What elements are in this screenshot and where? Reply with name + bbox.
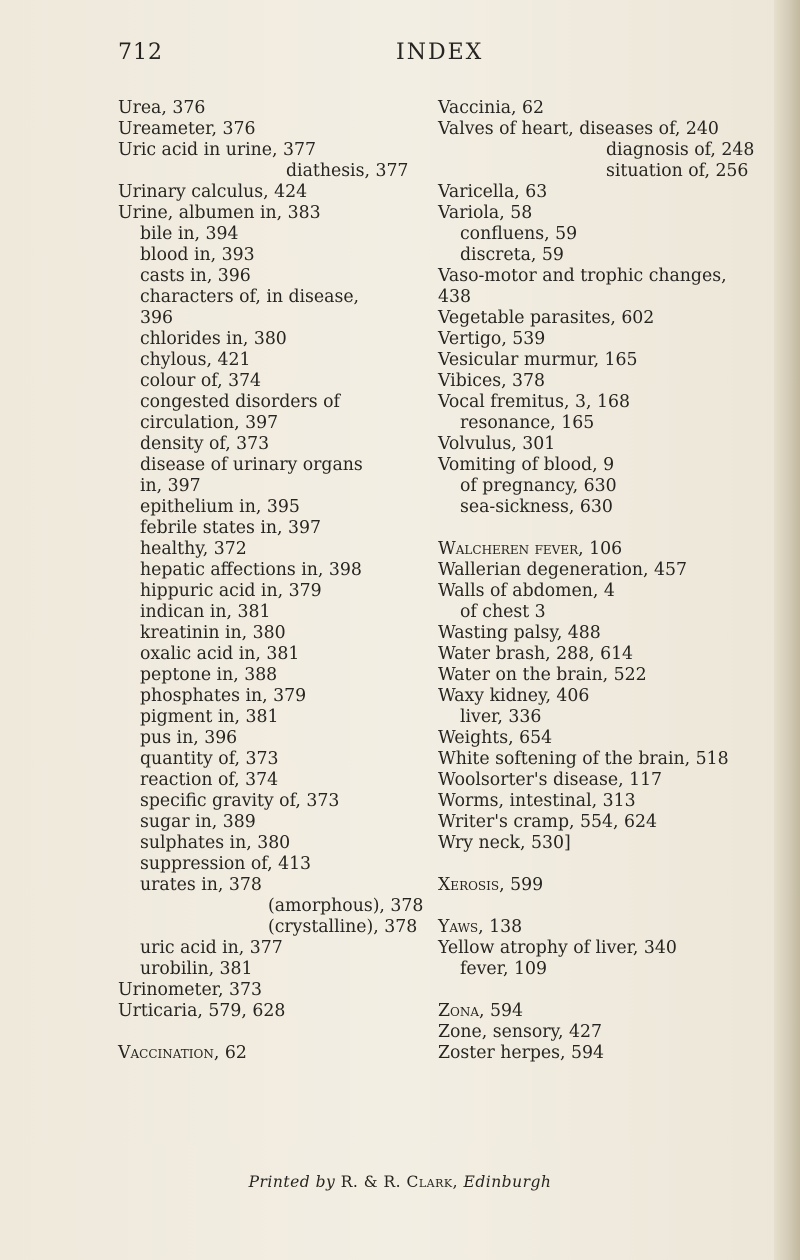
index-entry: Woolsorter's disease, 117 (438, 770, 663, 790)
index-entry: Vaccinia, 62 (438, 98, 545, 118)
index-entry: Wallerian degeneration, 457 (438, 560, 688, 580)
index-subentry: kreatinin in, 380 (140, 623, 286, 643)
imprint-printed-by: Printed by (248, 1173, 336, 1191)
index-entry: Yaws, 138 (438, 917, 523, 937)
index-subentry: indican in, 381 (140, 602, 271, 622)
section-gap (438, 854, 778, 875)
index-entry: Zone, sensory, 427 (438, 1022, 602, 1042)
index-entry: Vaccination, 62 (118, 1043, 247, 1063)
index-entry: Weights, 654 (438, 728, 553, 748)
index-subentry: peptone in, 388 (140, 665, 278, 685)
index-entry: Yellow atrophy of liver, 340 (438, 938, 677, 958)
index-subentry: hepatic affections in, 398 (140, 560, 362, 580)
index-subentry: fever, 109 (460, 959, 547, 979)
index-entry: Valves of heart, diseases of, 240 (438, 119, 719, 139)
index-entry: Worms, intestinal, 313 (438, 791, 636, 811)
imprint-city: Edinburgh (463, 1173, 552, 1191)
index-subentry: quantity of, 373 (140, 749, 279, 769)
index-subentry: confluens, 59 (460, 224, 578, 244)
index-column-left (118, 98, 424, 1064)
index-entry: Vaso-motor and trophic changes, (438, 266, 727, 286)
index-subentry: febrile states in, 397 (140, 518, 321, 538)
index-subentry: urates in, 378 (140, 875, 262, 895)
index-entry: Varicella, 63 (438, 182, 548, 202)
index-entry: Urine, albumen in, 383 (118, 203, 321, 223)
index-subentry: of pregnancy, 630 (460, 476, 617, 496)
index-subentry: sugar in, 389 (140, 812, 256, 832)
index-subentry: in, 397 (140, 476, 201, 496)
section-gap (438, 518, 778, 539)
index-subentry: characters of, in disease, (140, 287, 360, 307)
index-subentry: of chest 3 (460, 602, 546, 622)
index-entry: Vomiting of blood, 9 (438, 455, 615, 475)
index-entry: White softening of the brain, 518 (438, 749, 729, 769)
index-subentry: hippuric acid in, 379 (140, 581, 322, 601)
index-subentry: blood in, 393 (140, 245, 255, 265)
index-entry: Waxy kidney, 406 (438, 686, 590, 706)
index-entry: Vegetable parasites, 602 (438, 308, 655, 328)
index-subentry: pigment in, 381 (140, 707, 279, 727)
page-number: 712 (118, 40, 163, 65)
index-entry: Ureameter, 376 (118, 119, 256, 139)
index-subentry: suppression of, 413 (140, 854, 312, 874)
index-entry: Xerosis, 599 (438, 875, 544, 895)
index-subentry: 396 (140, 308, 173, 328)
index-subentry: liver, 336 (460, 707, 542, 727)
index-entry: Walcheren fever, 106 (438, 539, 623, 559)
index-subentry: colour of, 374 (140, 371, 262, 391)
index-subentry: reaction of, 374 (140, 770, 279, 790)
index-subentry: situation of, 256 (606, 161, 749, 181)
index-subentry: bile in, 394 (140, 224, 239, 244)
index-entry: Volvulus, 301 (438, 434, 556, 454)
index-subentry: discreta, 59 (460, 245, 564, 265)
index-subentry: healthy, 372 (140, 539, 247, 559)
section-gap (438, 980, 778, 1001)
index-entry: Vesicular murmur, 165 (438, 350, 638, 370)
index-entry: Zoster herpes, 594 (438, 1043, 604, 1063)
section-gap (118, 1022, 418, 1043)
section-gap (438, 896, 778, 917)
index-entry: Urinometer, 373 (118, 980, 263, 1000)
index-subentry: phosphates in, 379 (140, 686, 307, 706)
index-entry: Urea, 376 (118, 98, 206, 118)
index-entry: Writer's cramp, 554, 624 (438, 812, 657, 832)
index-entry: Vocal fremitus, 3, 168 (438, 392, 630, 412)
index-subentry: sulphates in, 380 (140, 833, 291, 853)
page-header (118, 40, 718, 74)
index-subentry: (amorphous), 378 (268, 896, 424, 916)
index-entry: Urinary calculus, 424 (118, 182, 308, 202)
index-subentry: chlorides in, 380 (140, 329, 287, 349)
index-subentry: sea-sickness, 630 (460, 497, 613, 517)
index-subentry: epithelium in, 395 (140, 497, 300, 517)
index-subentry: disease of urinary organs (140, 455, 363, 475)
index-subentry: congested disorders of (140, 392, 340, 412)
index-entry: Vibices, 378 (438, 371, 546, 391)
index-entry: Water on the brain, 522 (438, 665, 647, 685)
index-subentry: specific gravity of, 373 (140, 791, 340, 811)
index-entry: Wry neck, 530] (438, 833, 571, 853)
index-entry: Uric acid in urine, 377 (118, 140, 316, 160)
index-subentry: uric acid in, 377 (140, 938, 283, 958)
index-entry: Wasting palsy, 488 (438, 623, 601, 643)
index-subentry: density of, 373 (140, 434, 270, 454)
page-title: INDEX (396, 40, 484, 65)
printer-imprint (0, 1173, 800, 1191)
index-subentry: diathesis, 377 (286, 161, 409, 181)
index-entry: Walls of abdomen, 4 (438, 581, 615, 601)
index-subentry: urobilin, 381 (140, 959, 253, 979)
imprint-printer: R. & R. Clark, (340, 1173, 459, 1191)
index-entry: Variola, 58 (438, 203, 533, 223)
index-subentry: (crystalline), 378 (268, 917, 418, 937)
index-subentry: diagnosis of, 248 (606, 140, 755, 160)
index-entry: Urticaria, 579, 628 (118, 1001, 286, 1021)
index-subentry: pus in, 396 (140, 728, 238, 748)
index-subentry: chylous, 421 (140, 350, 251, 370)
index-entry: Water brash, 288, 614 (438, 644, 634, 664)
index-entry: Vertigo, 539 (438, 329, 546, 349)
index-subentry: casts in, 396 (140, 266, 251, 286)
index-column-right (438, 98, 778, 1064)
index-entry: Zona, 594 (438, 1001, 523, 1021)
index-entry: 438 (438, 287, 471, 307)
index-subentry: resonance, 165 (460, 413, 595, 433)
index-subentry: circulation, 397 (140, 413, 279, 433)
index-subentry: oxalic acid in, 381 (140, 644, 300, 664)
